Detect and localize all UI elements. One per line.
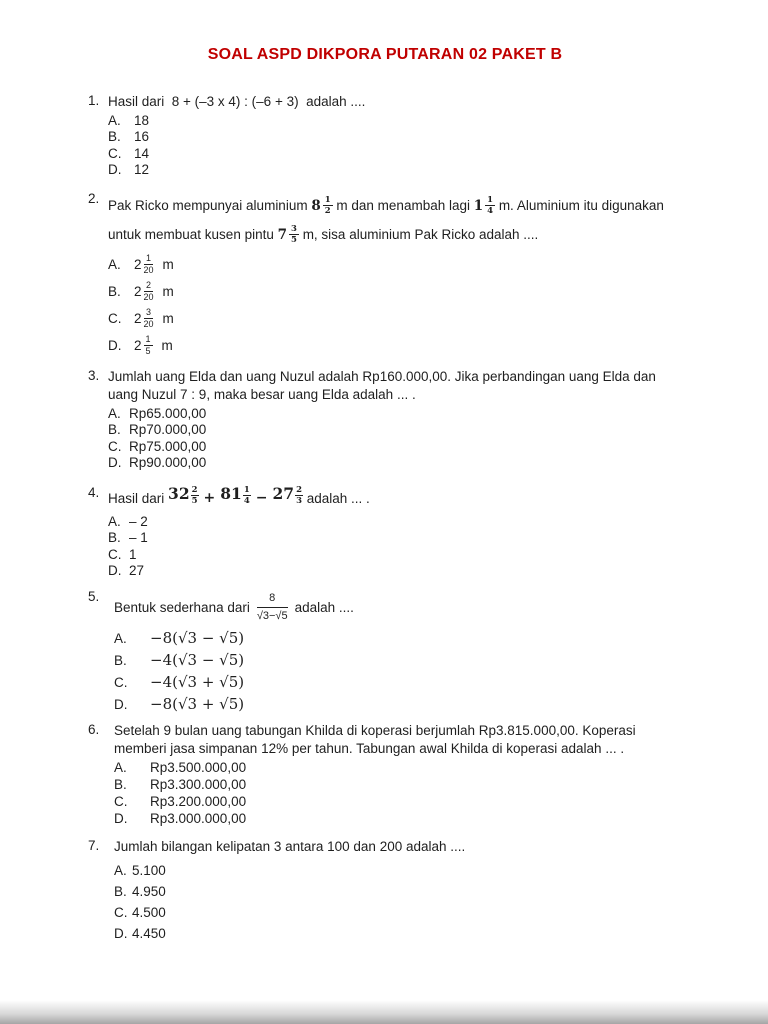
- option-value: 16: [134, 129, 150, 145]
- fraction-numerator: 1: [487, 194, 494, 205]
- option-label: C.: [108, 546, 122, 562]
- option-value: 14: [134, 145, 150, 161]
- option-label: C.: [108, 311, 122, 326]
- option-label: B.: [108, 530, 121, 546]
- question-number: 5.: [88, 589, 100, 604]
- whole-number: 2: [134, 311, 142, 326]
- option-label: C.: [114, 794, 128, 809]
- question-text-line-1: [108, 191, 682, 220]
- page-bottom-shadow: [0, 1000, 768, 1024]
- fraction-denominator: 5: [291, 235, 297, 245]
- option-a: [114, 860, 682, 881]
- option-value: −4(√3 − √5): [150, 651, 245, 669]
- power-term: [220, 484, 251, 513]
- fraction: [485, 196, 495, 216]
- option-value: 12: [134, 162, 150, 178]
- option-b: [114, 649, 682, 671]
- fraction-denominator: 20: [143, 265, 154, 275]
- option-value: Rp3.000.000,00: [150, 811, 247, 826]
- option-label: B.: [114, 884, 127, 899]
- text-segment: Bentuk sederhana dari: [114, 599, 250, 615]
- question-4: [88, 485, 682, 579]
- option-label: B.: [108, 129, 121, 145]
- option-a: [108, 513, 682, 530]
- options-list: [108, 513, 682, 579]
- fraction: [144, 281, 154, 302]
- option-label: A.: [114, 863, 127, 878]
- fraction-numerator: 2: [146, 280, 152, 290]
- option-label: D.: [108, 162, 122, 178]
- options-list: [108, 405, 682, 471]
- fraction-numerator: 3: [146, 307, 152, 317]
- option-value: Rp75.000,00: [129, 438, 207, 454]
- operator: −: [255, 490, 268, 506]
- question-1: [88, 93, 682, 178]
- option-c: [114, 793, 682, 810]
- fraction-numerator: 1: [146, 253, 152, 263]
- option-d: [108, 162, 682, 179]
- options-list: [108, 112, 682, 178]
- question-number: 1.: [88, 93, 100, 108]
- option-label: A.: [108, 112, 121, 128]
- option-value: −4(√3 + √5): [150, 673, 245, 691]
- mixed-number: [134, 308, 154, 329]
- base: 27: [272, 483, 295, 503]
- whole-number: 1: [473, 197, 484, 214]
- option-value: Rp3.500.000,00: [150, 760, 247, 775]
- option-label: A.: [114, 630, 127, 646]
- fraction-denominator: 20: [143, 319, 154, 329]
- question-text: Hasil dari 8 + (–3 x 4) : (–6 + 3) adalah ....: [108, 94, 366, 109]
- option-b: [114, 881, 682, 902]
- fraction-numerator: 1: [243, 484, 250, 495]
- question-number: 7.: [88, 838, 100, 853]
- option-value: Rp3.200.000,00: [150, 794, 247, 809]
- fraction-numerator: 2: [191, 484, 198, 495]
- question-5: [88, 589, 682, 715]
- option-value: Rp3.300.000,00: [150, 777, 247, 792]
- fraction-numerator: 1: [145, 334, 151, 344]
- fraction-denominator: 20: [143, 292, 154, 302]
- option-value: 4.450: [132, 926, 166, 941]
- option-value: 27: [129, 563, 145, 579]
- option-label: D.: [114, 696, 128, 712]
- option-label: C.: [108, 438, 122, 454]
- option-d: [114, 693, 682, 715]
- fraction: [144, 308, 154, 329]
- question-text-line-1: Jumlah uang Elda dan uang Nuzul adalah Rp160.000,00. Jika perbandingan uang Elda dan: [108, 369, 656, 384]
- option-value: – 2: [129, 513, 148, 529]
- fraction: [144, 254, 154, 275]
- option-value: Rp70.000,00: [129, 422, 207, 438]
- text-segment: m dan menambah lagi: [332, 198, 474, 213]
- fraction: [257, 592, 288, 621]
- text-segment: adalah ....: [294, 599, 354, 615]
- option-label: D.: [114, 811, 128, 826]
- option-c: [114, 902, 682, 923]
- option-c: [108, 305, 682, 332]
- fraction-denominator: 5: [191, 496, 198, 506]
- option-value: −8(√3 + √5): [150, 695, 245, 713]
- question-3: [88, 368, 682, 471]
- text-segment: Hasil dari: [108, 490, 169, 506]
- whole-number: 2: [134, 257, 142, 272]
- option-label: C.: [114, 905, 128, 920]
- option-label: B.: [114, 652, 127, 668]
- option-a: [108, 405, 682, 422]
- fraction: [323, 196, 333, 216]
- unit: m: [162, 257, 174, 272]
- option-label: D.: [114, 926, 128, 941]
- text-segment: untuk membuat kusen pintu: [108, 227, 278, 242]
- whole-number: 2: [134, 338, 142, 353]
- question-text: Jumlah bilangan kelipatan 3 antara 100 dan 200 adalah ....: [114, 839, 466, 854]
- option-label: A.: [108, 257, 121, 272]
- unit: m: [162, 284, 174, 299]
- whole-number: 2: [134, 284, 142, 299]
- mixed-number: [311, 196, 332, 216]
- option-value: – 1: [129, 530, 148, 546]
- options-list: [114, 627, 682, 715]
- fraction-denominator: 5: [145, 346, 151, 356]
- option-label: B.: [108, 284, 121, 299]
- option-d: [108, 563, 682, 580]
- question-number: 4.: [88, 485, 100, 500]
- question-text: [114, 589, 682, 625]
- option-c: [108, 438, 682, 455]
- whole-number: 8: [311, 197, 321, 214]
- option-value: −8(√3 − √5): [150, 629, 245, 647]
- option-b: [108, 422, 682, 439]
- mixed-number: [134, 281, 154, 302]
- option-b: [108, 129, 682, 146]
- fraction-numerator: 2: [296, 484, 302, 495]
- mixed-number: [474, 196, 495, 216]
- fraction-denominator: √3−√5: [256, 609, 288, 622]
- option-b: [114, 776, 682, 793]
- power-term: [168, 484, 199, 513]
- text-segment: adalah ... .: [303, 490, 370, 506]
- option-value: Rp65.000,00: [129, 405, 207, 421]
- question-text-line-2: memberi jasa simpanan 12% per tahun. Tabungan awal Khilda di koperasi adalah ... .: [114, 740, 625, 756]
- option-label: C.: [114, 674, 128, 690]
- base: 32: [168, 483, 190, 503]
- power-term: [273, 484, 304, 513]
- fraction: [144, 335, 153, 356]
- fraction-denominator: 4: [487, 206, 494, 216]
- options-list: [108, 251, 682, 359]
- fraction-denominator: 3: [296, 496, 302, 506]
- exponent-fraction: [295, 486, 303, 506]
- option-b: [108, 530, 682, 547]
- unit: m: [161, 338, 173, 353]
- option-label: A.: [108, 513, 121, 529]
- option-a: [114, 627, 682, 649]
- option-c: [108, 546, 682, 563]
- option-label: D.: [108, 563, 122, 579]
- fraction-denominator: 2: [324, 206, 331, 216]
- question-text-line-2: [108, 220, 682, 249]
- option-value: 5.100: [132, 863, 166, 878]
- mixed-number: [134, 254, 154, 275]
- question-text-line-1: Setelah 9 bulan uang tabungan Khilda di koperasi berjumlah Rp3.815.000,00. Koperasi: [114, 723, 636, 738]
- question-7: [88, 838, 682, 944]
- page-title: SOAL ASPD DIKPORA PUTARAN 02 PAKET B: [207, 46, 563, 63]
- option-label: D.: [108, 455, 122, 471]
- fraction-numerator: 1: [324, 194, 331, 205]
- base: 81: [220, 483, 242, 503]
- operator: +: [203, 490, 216, 506]
- fraction-numerator: 8: [257, 592, 288, 607]
- text-segment: Pak Ricko mempunyai aluminium: [108, 198, 312, 213]
- option-b: [108, 278, 682, 305]
- question-text-line-2: uang Nuzul 7 : 9, maka besar uang Elda adalah ... .: [108, 386, 416, 402]
- option-a: [114, 759, 682, 776]
- fraction-numerator: 3: [291, 223, 297, 234]
- question-6: [88, 722, 682, 827]
- option-label: B.: [108, 422, 121, 438]
- exponent-fraction: [243, 486, 251, 506]
- option-c: [114, 671, 682, 693]
- fraction: [289, 225, 299, 245]
- option-value: 4.500: [132, 905, 166, 920]
- option-label: A.: [108, 405, 121, 421]
- option-c: [108, 145, 682, 162]
- options-list: [114, 860, 682, 944]
- mixed-number: [278, 225, 299, 245]
- option-value: 18: [134, 112, 150, 128]
- mixed-number: [134, 335, 153, 356]
- option-d: [114, 923, 682, 944]
- option-value: 1: [129, 546, 137, 562]
- fraction-denominator: 4: [243, 496, 250, 506]
- option-a: [108, 251, 682, 278]
- option-label: B.: [114, 777, 127, 792]
- option-label: C.: [108, 145, 122, 161]
- question-number: 6.: [88, 722, 100, 737]
- options-list: [114, 759, 682, 827]
- question-number: 2.: [88, 191, 100, 206]
- text-segment: m. Aluminium itu digunakan: [495, 198, 664, 213]
- question-number: 3.: [88, 368, 100, 383]
- option-label: D.: [108, 338, 122, 353]
- question-text: [108, 485, 682, 511]
- option-d: [114, 810, 682, 827]
- option-a: [108, 112, 682, 129]
- unit: m: [162, 311, 174, 326]
- option-value: Rp90.000,00: [129, 455, 207, 471]
- option-value: 4.950: [132, 884, 166, 899]
- option-d: [108, 455, 682, 472]
- whole-number: 7: [277, 226, 288, 243]
- option-label: A.: [114, 760, 127, 775]
- option-d: [108, 332, 682, 359]
- exponent-fraction: [191, 486, 199, 506]
- text-segment: m, sisa aluminium Pak Ricko adalah ....: [298, 227, 539, 242]
- question-2: [88, 191, 682, 359]
